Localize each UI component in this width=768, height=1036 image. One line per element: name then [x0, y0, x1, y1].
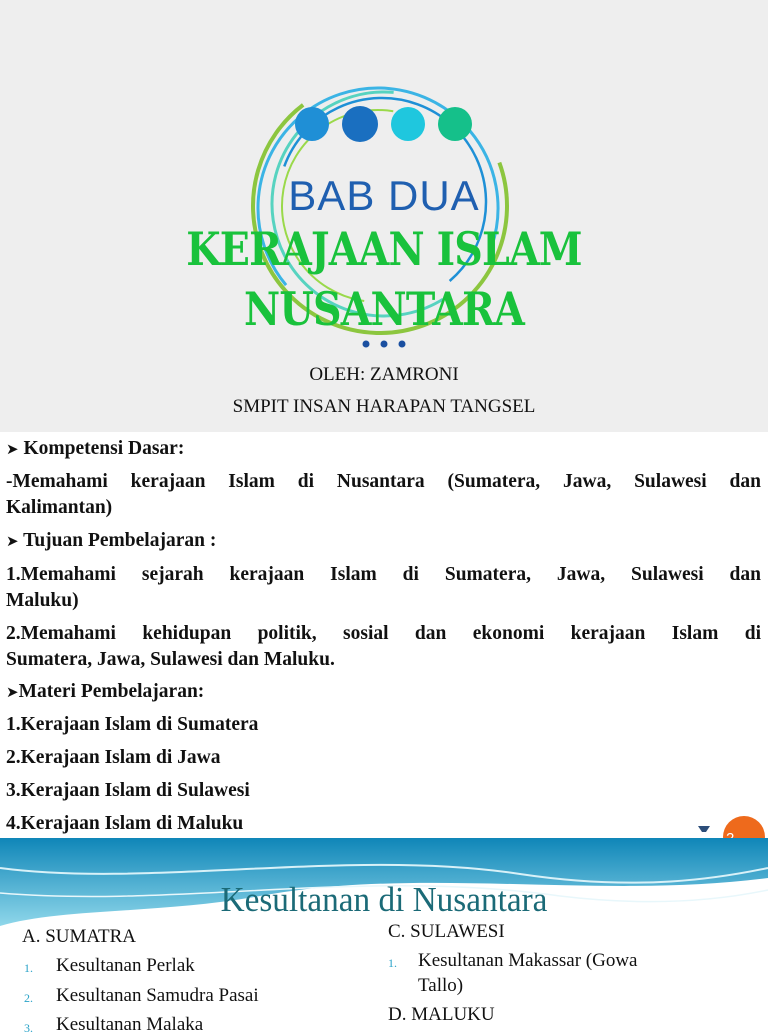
author-line: OLEH: ZAMRONI [309, 364, 459, 385]
tp1-line-1: 1.Memahami sejarah kerajaan Islam di Sumatera, Jawa, Sulawesi dan [6, 564, 761, 585]
tp-heading-row [6, 528, 761, 554]
tp2-line-1: 2.Memahami kehidupan politik, sosial dan ekonomi kerajaan Islam di [6, 623, 761, 644]
dot-dark-blue [342, 106, 378, 142]
list-item: Kesultanan Samudra Pasai [56, 985, 259, 1006]
dot-green [438, 107, 472, 141]
tp2-line-2: Sumatera, Jawa, Sulawesi dan Maluku. [6, 649, 335, 670]
kd-text-line-2: Kalimantan) [6, 497, 113, 518]
kd-heading: Kompetensi Dasar: [23, 438, 185, 459]
list-item: Kesultanan Perlak [56, 955, 195, 976]
arrow-bullet-icon: ➤ [6, 532, 19, 550]
list-number: 3. [24, 1021, 33, 1035]
mp-heading-row [6, 679, 761, 705]
school-line: SMPIT INSAN HARAPAN TANGSEL [232, 396, 536, 417]
title-line-2: NUSANTARA [244, 282, 524, 336]
arrow-bullet-icon: ➤ [6, 440, 19, 458]
tp-heading: Tujuan Pembelajaran : [23, 530, 217, 551]
dot-cyan [391, 107, 425, 141]
ellipsis-dots-icon [360, 339, 410, 349]
list-item: Kesultanan Malaka [56, 1014, 204, 1035]
list-item-continued: Tallo) [418, 975, 464, 996]
mp-heading: Materi Pembelajaran: [18, 681, 205, 702]
list-number: 1. [24, 961, 33, 975]
kd-text-line-1: -Memahami kerajaan Islam di Nusantara (Sumatera, Jawa, Sulawesi dan [6, 471, 761, 492]
slide-objectives [0, 432, 768, 838]
dot-blue [295, 107, 329, 141]
mp-item: 4.Kerajaan Islam di Maluku [6, 813, 244, 834]
tp1-line-2: Maluku) [6, 590, 79, 611]
list-item: Kesultanan Makassar (Gowa [418, 950, 638, 971]
mp-item: 2.Kerajaan Islam di Jawa [6, 747, 221, 768]
section-sumatra: A. SUMATRA [22, 926, 137, 947]
list-number: 1. [388, 956, 397, 970]
chapter-label: BAB DUA [288, 172, 480, 219]
mp-item: 3.Kerajaan Islam di Sulawesi [6, 780, 250, 801]
slide-title [0, 0, 768, 432]
section-sulawesi: C. SULAWESI [388, 921, 505, 942]
mp-item: 1.Kerajaan Islam di Sumatera [6, 714, 259, 735]
kd-heading-row [6, 436, 761, 462]
section-maluku: D. MALUKU [388, 1004, 495, 1025]
title-line-1: KERAJAAN ISLAM [186, 222, 582, 276]
arrow-bullet-icon: ➤ [6, 683, 19, 701]
slide-title-kesultanan: Kesultanan di Nusantara [220, 880, 548, 919]
slide-kesultanan [0, 838, 768, 1035]
list-number: 2. [24, 991, 33, 1005]
